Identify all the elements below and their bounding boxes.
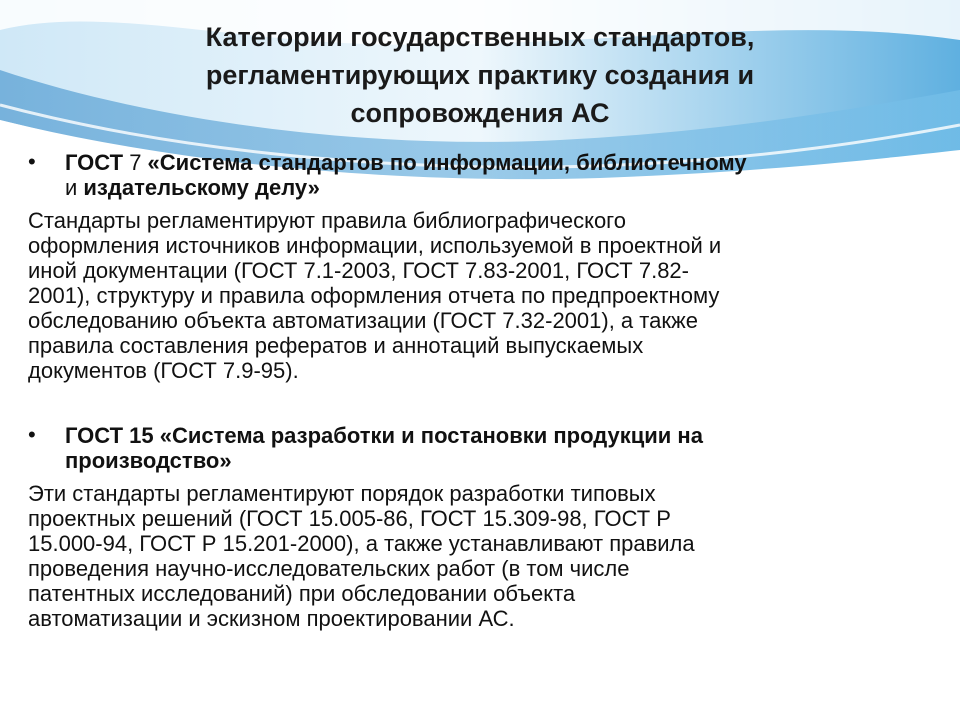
gost-7-number: 7 [123, 150, 148, 175]
bullet-icon: • [28, 149, 36, 174]
gost-7-prefix: ГОСТ [65, 150, 124, 175]
gost-15-heading-2: производство» [65, 448, 232, 473]
gost-7-and: и [65, 175, 84, 200]
gost-7-desc-line: оформления источников информации, используемой в проектной и [28, 233, 722, 258]
gost-15-desc-line: проектных решений (ГОСТ 15.005-86, ГОСТ 15.309-98, ГОСТ Р [28, 506, 671, 531]
section-spacer [28, 383, 918, 423]
bullet-gost-7 [28, 150, 918, 200]
gost-7-desc-line: документов (ГОСТ 7.9-95). [28, 358, 299, 383]
gost-7-desc-line: Стандарты регламентируют правила библиографического [28, 208, 626, 233]
gost-7-description [28, 208, 918, 383]
bullet-gost-15 [28, 423, 918, 473]
gost-15-desc-line: 15.000-94, ГОСТ Р 15.201-2000), а также устанавливают правила [28, 531, 695, 556]
title-line-1: Категории государственных стандартов, [205, 22, 755, 52]
gost-15-heading-1: ГОСТ 15 «Система разработки и постановки продукции на [65, 423, 703, 448]
gost-7-desc-line: 2001), структуру и правила оформления отчета по предпроектному [28, 283, 720, 308]
gost-15-description [28, 481, 918, 631]
gost-15-desc-line: Эти стандарты регламентируют порядок разработки типовых [28, 481, 656, 506]
gost-7-title-2: издательскому делу» [83, 175, 320, 200]
slide-body [28, 150, 918, 631]
gost-7-title-1: «Система стандартов по информации, библиотечному [147, 150, 747, 175]
title-line-3: сопровождения АС [350, 98, 610, 128]
gost-7-desc-line: обследованию объекта автоматизации (ГОСТ 7.32-2001), а также [28, 308, 698, 333]
gost-7-desc-line: иной документации (ГОСТ 7.1-2003, ГОСТ 7.83-2001, ГОСТ 7.82- [28, 258, 689, 283]
gost-15-desc-line: патентных исследований) при обследовании объекта [28, 581, 576, 606]
gost-15-desc-line: автоматизации и эскизном проектировании АС. [28, 606, 515, 631]
gost-7-desc-line: правила составления рефератов и аннотаций выпускаемых [28, 333, 644, 358]
gost-15-desc-line: проведения научно-исследовательских работ (в том числе [28, 556, 630, 581]
slide-title [90, 18, 870, 132]
title-line-2: регламентирующих практику создания и [205, 60, 755, 90]
bullet-icon: • [28, 422, 36, 447]
